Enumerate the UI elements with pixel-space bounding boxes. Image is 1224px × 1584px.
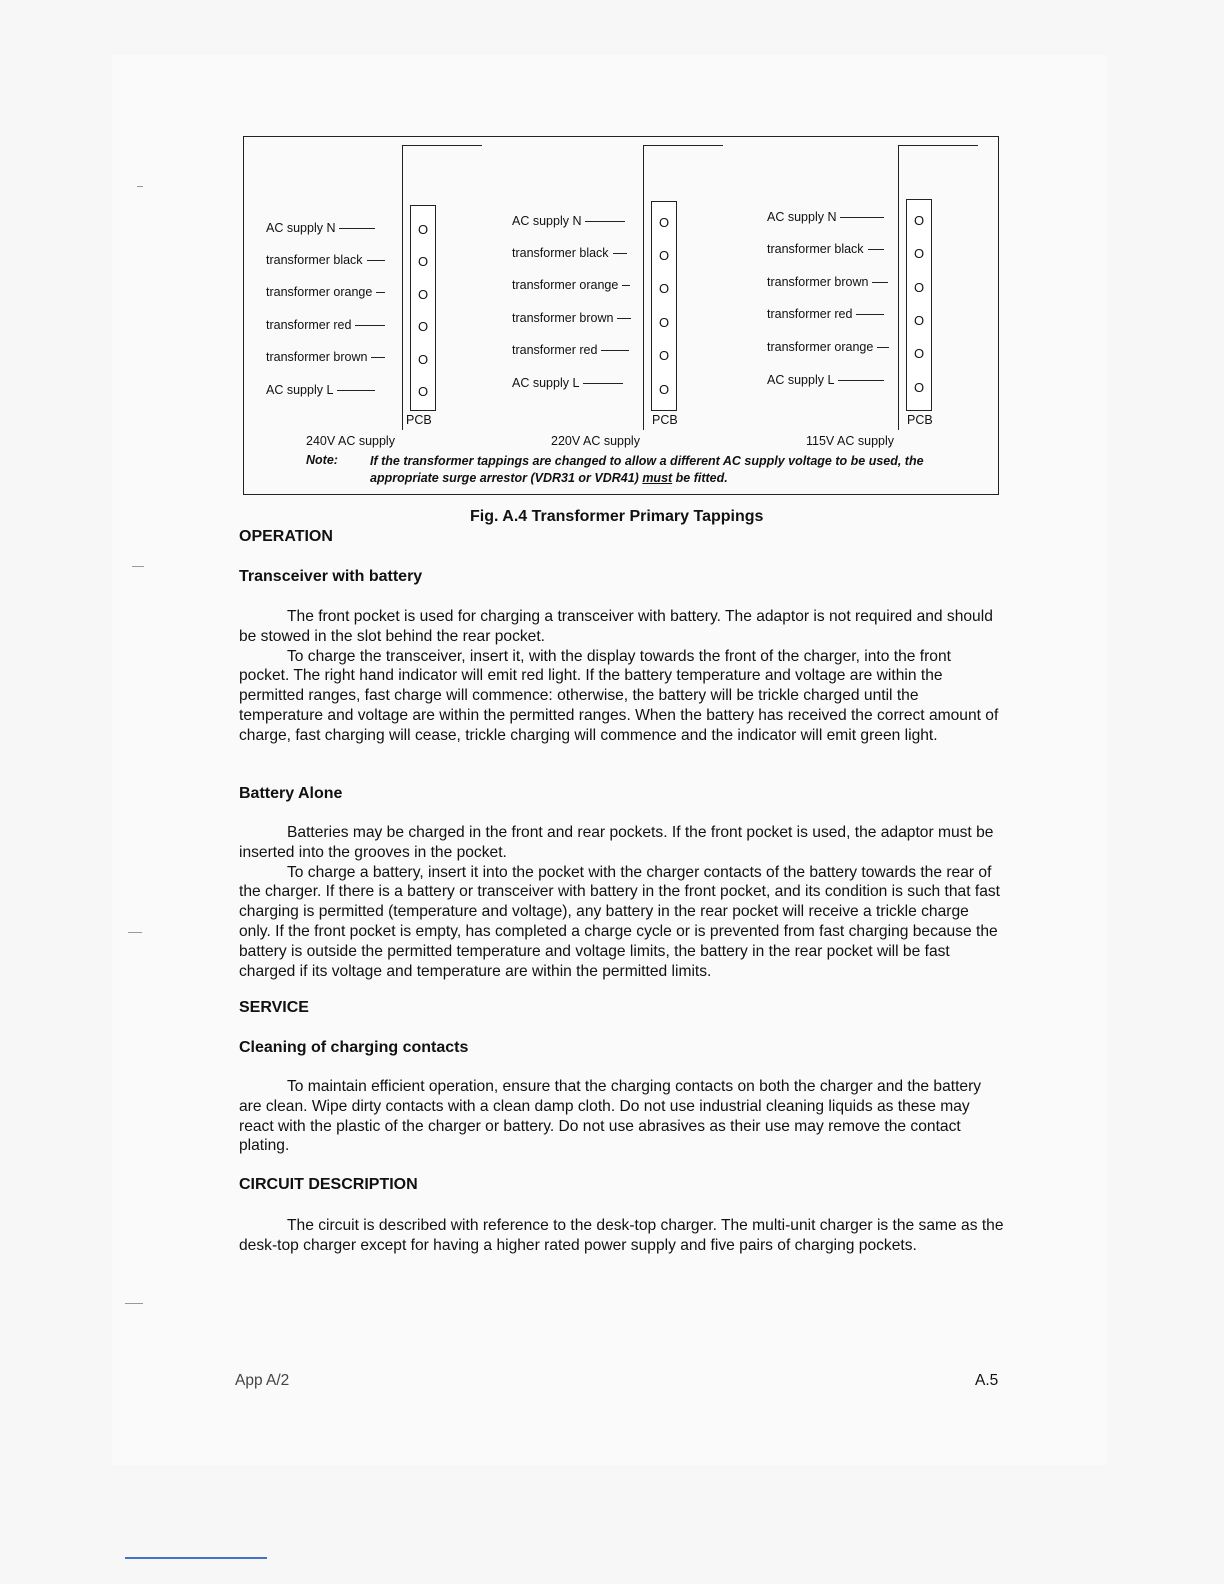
wire-label: transformer brown xyxy=(512,311,631,325)
terminal: O xyxy=(913,346,925,361)
terminal: O xyxy=(658,348,670,363)
heading-transceiver: Transceiver with battery xyxy=(239,568,423,585)
wire-label: AC supply N xyxy=(767,210,884,224)
supply-label: 240V AC supply xyxy=(306,434,395,448)
paragraph: The circuit is described with reference to the desk-top charger. The multi-unit charger is the same as the desk-top charger except for having a higher rated power supply and five pairs of charging pockets. xyxy=(239,1217,1004,1254)
heading-service: SERVICE xyxy=(239,999,309,1016)
wire-label: AC supply L xyxy=(266,383,375,397)
paragraph: To charge the transceiver, insert it, with the display towards the front of the charger, into the front pocket. The right hand indicator will emit red light. If the battery temperature and voltage are within the permitted ranges, fast charge will commence: otherwise, the battery will be trickle charged until the temperature and voltage are within the permitted ranges. When the battery has received the correct amount of charge, fast charging will cease, trickle charging will commence and the indicator will emit green light. xyxy=(239,647,999,744)
margin-mark xyxy=(125,1303,143,1304)
wire-label: transformer orange xyxy=(767,340,889,354)
wire-label: transformer black xyxy=(266,253,385,267)
page-number: A.5 xyxy=(975,1372,999,1389)
paragraph: Batteries may be charged in the front and rear pockets. If the front pocket is used, the adaptor must be inserted into the grooves in the pocket. xyxy=(239,824,994,861)
figure-caption: Fig. A.4 Transformer Primary Tappings xyxy=(470,508,764,525)
wire-label: transformer black xyxy=(767,242,884,256)
note-text: If the transformer tappings are changed to allow a different AC supply voltage to be used, the appropriate surge arrestor (VDR31 or VDR41) must be fitted. xyxy=(370,454,924,485)
battery-section xyxy=(239,823,1004,981)
wire-label: transformer orange xyxy=(266,285,385,299)
pcb-label: PCB xyxy=(907,413,933,427)
transformer-tappings-figure xyxy=(243,136,999,495)
terminal: O xyxy=(658,215,670,230)
panel-220v xyxy=(494,137,744,448)
terminal: O xyxy=(913,280,925,295)
heading-cleaning: Cleaning of charging contacts xyxy=(239,1039,469,1056)
terminal: O xyxy=(417,384,429,399)
terminal: O xyxy=(913,313,925,328)
wire-label: transformer red xyxy=(266,318,385,332)
terminal: O xyxy=(417,319,429,334)
terminal-block xyxy=(651,201,677,411)
terminal-block xyxy=(410,205,436,411)
supply-label: 115V AC supply xyxy=(806,434,895,448)
heading-circuit-description: CIRCUIT DESCRIPTION xyxy=(239,1176,418,1193)
paragraph: The front pocket is used for charging a transceiver with battery. The adaptor is not required and should be stowed in the slot behind the rear pocket. xyxy=(239,608,993,645)
terminal: O xyxy=(417,352,429,367)
terminal: O xyxy=(658,382,670,397)
terminal: O xyxy=(658,248,670,263)
terminal: O xyxy=(417,287,429,302)
wire-label: AC supply N xyxy=(266,221,375,235)
panel-240v xyxy=(244,137,494,448)
wire-label: transformer red xyxy=(767,307,884,321)
footer-left: App A/2 xyxy=(235,1372,290,1389)
pcb-label: PCB xyxy=(652,413,678,427)
cleaning-section xyxy=(239,1077,1004,1156)
heading-battery-alone: Battery Alone xyxy=(239,785,343,802)
wire-label: transformer brown xyxy=(767,275,888,289)
margin-mark xyxy=(137,186,143,187)
note-label: Note: xyxy=(306,453,338,467)
wire-label: AC supply L xyxy=(512,376,623,390)
terminal: O xyxy=(913,246,925,261)
bottom-rule xyxy=(125,1557,267,1559)
panel-115v xyxy=(744,137,994,448)
pcb-label: PCB xyxy=(406,413,432,427)
terminal: O xyxy=(658,281,670,296)
wire-label: AC supply N xyxy=(512,214,625,228)
terminal: O xyxy=(658,315,670,330)
paragraph: To maintain efficient operation, ensure that the charging contacts on both the charger and the battery are clean. Wipe dirty contacts with a clean damp cloth. Do not use industrial cleaning liquids as these may react with the plastic of the charger or battery. Do not use abrasives as their use may remove the contact plating. xyxy=(239,1078,982,1155)
margin-mark xyxy=(128,932,142,933)
terminal: O xyxy=(417,254,429,269)
wire-label: AC supply L xyxy=(767,373,884,387)
supply-label: 220V AC supply xyxy=(551,434,640,448)
circuit-section xyxy=(239,1216,1004,1256)
paragraph: To charge a battery, insert it into the pocket with the charger contacts of the battery towards the rear of the charger. If there is a battery or transceiver with battery in the front pocket, and its condition is such that fast charging is permitted (temperature and voltage), any battery in the rear pocket will receive a trickle charge only. If the front pocket is empty, has completed a charge cycle or is prevented from fast charging because the battery is outside the permitted temperature and voltage limits, the battery in the rear pocket will be fast charged if its voltage and temperature are within the permitted limits. xyxy=(239,863,1001,980)
terminal: O xyxy=(913,213,925,228)
terminal: O xyxy=(417,222,429,237)
heading-operation: OPERATION xyxy=(239,528,333,545)
wire-label: transformer black xyxy=(512,246,627,260)
terminal-block xyxy=(906,199,932,411)
margin-mark xyxy=(132,566,144,567)
wire-label: transformer orange xyxy=(512,278,630,292)
transceiver-section xyxy=(239,607,1004,746)
note-emphasis: must xyxy=(642,471,673,485)
wire-label: transformer brown xyxy=(266,350,385,364)
wire-label: transformer red xyxy=(512,343,629,357)
terminal: O xyxy=(913,380,925,395)
